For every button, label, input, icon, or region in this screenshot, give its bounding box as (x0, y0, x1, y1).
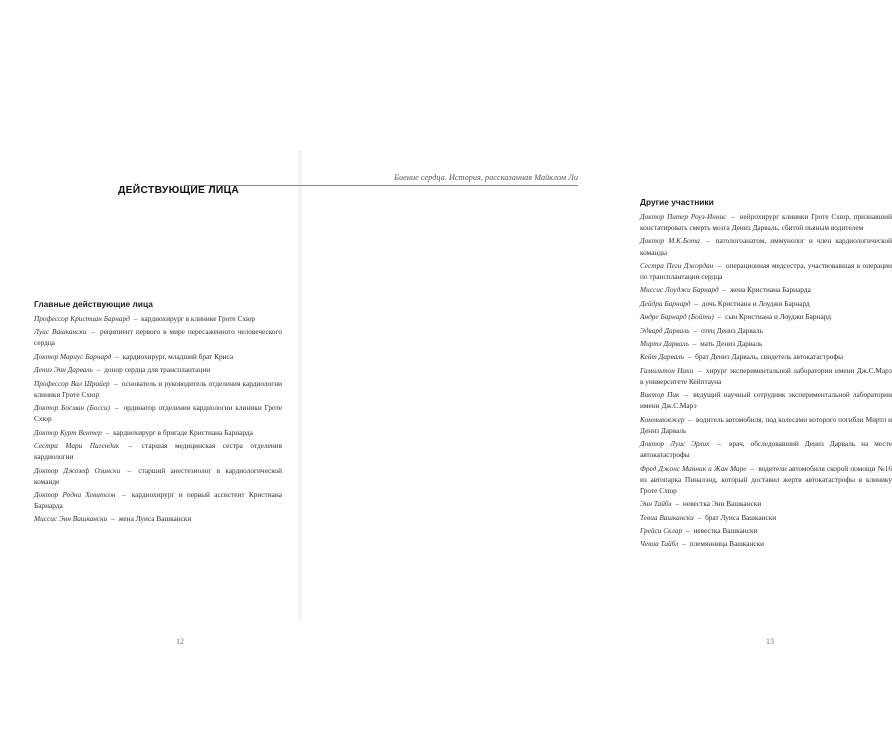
character-entry (34, 513, 282, 524)
dash-separator: – (111, 514, 115, 524)
character-name: Доктор М.К.Бота (640, 236, 700, 246)
dash-separator: – (692, 339, 697, 349)
character-description: старшая медицинская сестра отделения кардиологии (34, 441, 283, 462)
dash-separator: – (717, 439, 722, 449)
character-name: Сестра Мари Пагендик (34, 441, 120, 451)
dash-separator: – (717, 312, 722, 322)
character-description: брат Дениз Дарваль, свидетель автокатастрофы (695, 352, 844, 362)
character-entry (640, 538, 892, 549)
character-entry (640, 260, 892, 282)
dash-separator: – (686, 526, 690, 536)
character-description: операционная медсестра, участвовавшая в операции по трансплантации сердца (640, 260, 892, 282)
dash-separator: – (750, 463, 755, 473)
main-characters-list (34, 313, 282, 527)
character-name: Доктор Мариус Барнард (34, 351, 112, 361)
character-entry (640, 438, 892, 460)
character-description: кардиохирург в клинике Гроте Схюр (141, 314, 256, 323)
character-name: Эдвард Дарваль (640, 325, 690, 335)
character-name: Доктор Джозеф Озински (34, 465, 121, 475)
character-entry (34, 351, 282, 362)
character-name: Доктор Курт Вентер (34, 427, 102, 437)
character-entry (640, 512, 892, 523)
character-name: Луис Вашкански (34, 327, 87, 337)
character-description: основатель и руководитель отделения кардиологии клиники Гроте Схюр (34, 378, 283, 399)
character-name: Доктор Луис Эрлих (640, 439, 710, 449)
character-name: Доктор Питер Роуз-Иннис (640, 212, 727, 221)
character-name: Коммивояжер (640, 414, 685, 424)
character-entry (640, 325, 892, 336)
character-description: племянница Вашкански (689, 539, 765, 549)
character-description: хирург экспериментальной лаборатории имени Дж.С.Марэ в университете Кейптауна (640, 365, 892, 386)
character-description: кардиохирург и первый ассистент Кристиана Барнарда (34, 489, 283, 511)
character-entry (640, 414, 892, 436)
dash-separator: – (697, 365, 702, 375)
character-entry (34, 364, 282, 375)
character-entry (34, 313, 282, 324)
character-name: Миртл Дарваль (640, 339, 689, 349)
character-entry (34, 427, 282, 438)
character-name: Доктор Родни Хевитсон (34, 489, 116, 499)
character-description: невестка Энн Вашкански (682, 499, 762, 509)
chapter-title: ДЕЙСТВУЮЩИЕ ЛИЦА (118, 185, 240, 196)
character-description: брат Луиса Вашкански (705, 512, 777, 522)
character-entry (640, 365, 892, 387)
character-description: отец Дениз Дарваль (700, 325, 763, 335)
character-description: реципиент первого в мире пересаженного человеческого сердца (34, 327, 283, 348)
dash-separator: – (91, 327, 96, 337)
character-name: Миссис Энн Вашкански (34, 514, 108, 524)
character-entry (640, 298, 892, 309)
character-entry (34, 489, 282, 511)
character-name: Андре Барнард (Бойти) (640, 312, 714, 322)
page-number-right: 13 (766, 637, 774, 646)
character-description: мать Дениз Дарваль (700, 339, 763, 349)
character-name: Дениз Энн Дарваль (34, 365, 93, 375)
character-description: дочь Кристиана и Лоуджи Барнард (701, 298, 810, 308)
dash-separator: – (697, 512, 702, 522)
running-head: Биение сердца. История, рассказанная Майклом Ли (394, 173, 578, 182)
character-description: водитель автомобиля, под колесами которого погибли Миртл и Дениз Дарваль (640, 414, 892, 435)
left-page (0, 0, 300, 750)
character-name: Дейдра Барнард (640, 298, 691, 308)
dash-separator: – (717, 260, 722, 270)
character-entry (34, 402, 282, 424)
dash-separator: – (115, 351, 119, 361)
character-entry (34, 440, 282, 462)
character-description: ординатор отделения кардиологии клиники Гроте Схюр (34, 403, 282, 424)
character-name: Тевиа Вашкански (640, 512, 694, 522)
character-name: Энн Тайбл (640, 499, 672, 509)
character-entry (640, 498, 892, 509)
character-entry (34, 326, 282, 348)
character-description: нейрохирург клиники Гроте Схюр, признавший констатировать смерть мозга Дениз Дарваль, сбитой пьяным водителем (640, 212, 892, 233)
dash-separator: – (693, 325, 698, 335)
main-characters-heading: Главные действующие лица (34, 299, 153, 309)
character-entry (640, 338, 892, 349)
character-name: Кейт Дарваль (640, 352, 684, 362)
other-participants-list (640, 211, 892, 552)
character-name: Грейси Склар (640, 526, 683, 536)
character-entry (34, 465, 282, 487)
character-name: Профессор Кристиан Барнард (34, 314, 130, 323)
character-name: Чевиа Тайбл (640, 539, 679, 549)
dash-separator: – (682, 539, 686, 549)
dash-separator: – (96, 365, 101, 375)
dash-separator: – (127, 465, 132, 475)
character-entry (640, 525, 892, 536)
character-name: Доктор Босман (Босси) (34, 403, 110, 413)
page-number-left: 12 (176, 637, 184, 646)
dash-separator: – (128, 441, 133, 451)
character-entry (640, 351, 892, 362)
character-entry (640, 211, 892, 233)
character-entry (640, 389, 892, 411)
character-name: Сестра Пеги Джордан (640, 260, 714, 270)
character-description: старший анестезиолог в кардиологической команде (34, 465, 282, 486)
character-entry (34, 378, 282, 400)
dash-separator: – (694, 298, 698, 308)
character-entry (640, 284, 892, 295)
character-description: ведущий научный сотрудник экспериментальной лаборатории имени Дж.С.Марэ (640, 390, 892, 411)
dash-separator: – (687, 352, 692, 362)
character-name: Профессор Вал Шрайер (34, 378, 110, 388)
dash-separator: – (105, 427, 110, 437)
dash-separator: – (113, 378, 118, 388)
character-entry (640, 235, 892, 257)
character-description: патологоанатом, иммунолог и член кардиологической команды (640, 236, 892, 257)
character-description: кардиохирург в бригаде Кристиана Барнарда (113, 427, 253, 437)
dash-separator: – (688, 414, 693, 424)
dash-separator: – (705, 236, 710, 246)
character-description: жена Кристиана Барнарда (729, 285, 811, 295)
character-description: донор сердца для трансплантации (104, 365, 211, 375)
dash-separator: – (133, 314, 138, 323)
dash-separator: – (121, 489, 126, 499)
character-entry (640, 311, 892, 322)
character-description: сын Кристиана и Лоуджи Барнард (725, 312, 831, 322)
dash-separator: – (722, 285, 727, 295)
dash-separator: – (684, 390, 689, 400)
character-name: Фред Джонс Манник и Жан Маре (640, 463, 747, 473)
character-description: врач, обследовавший Дениз Дарваль на месте автокатастрофы (640, 439, 892, 460)
character-description: кардиохирург, младший брат Криса (122, 351, 234, 361)
other-participants-heading: Другие участники (640, 197, 714, 207)
dash-separator: – (114, 403, 119, 413)
character-name: Виктор Пик (640, 390, 680, 400)
character-name: Гамильтон Наки (640, 365, 694, 375)
character-description: невестка Вашкански (693, 526, 758, 536)
right-page (300, 0, 892, 750)
character-description: водители автомобиля скорой помощи №16 из автопарка Пиналэнд, который доставил жертв автокатастрофы в клинику Гроте Схюр (640, 463, 892, 495)
character-description: жена Луиса Вашкански (118, 514, 192, 524)
dash-separator: – (675, 499, 680, 509)
character-name: Миссис Лоуджи Барнард (640, 285, 719, 295)
dash-separator: – (731, 212, 735, 221)
character-entry (640, 463, 892, 496)
